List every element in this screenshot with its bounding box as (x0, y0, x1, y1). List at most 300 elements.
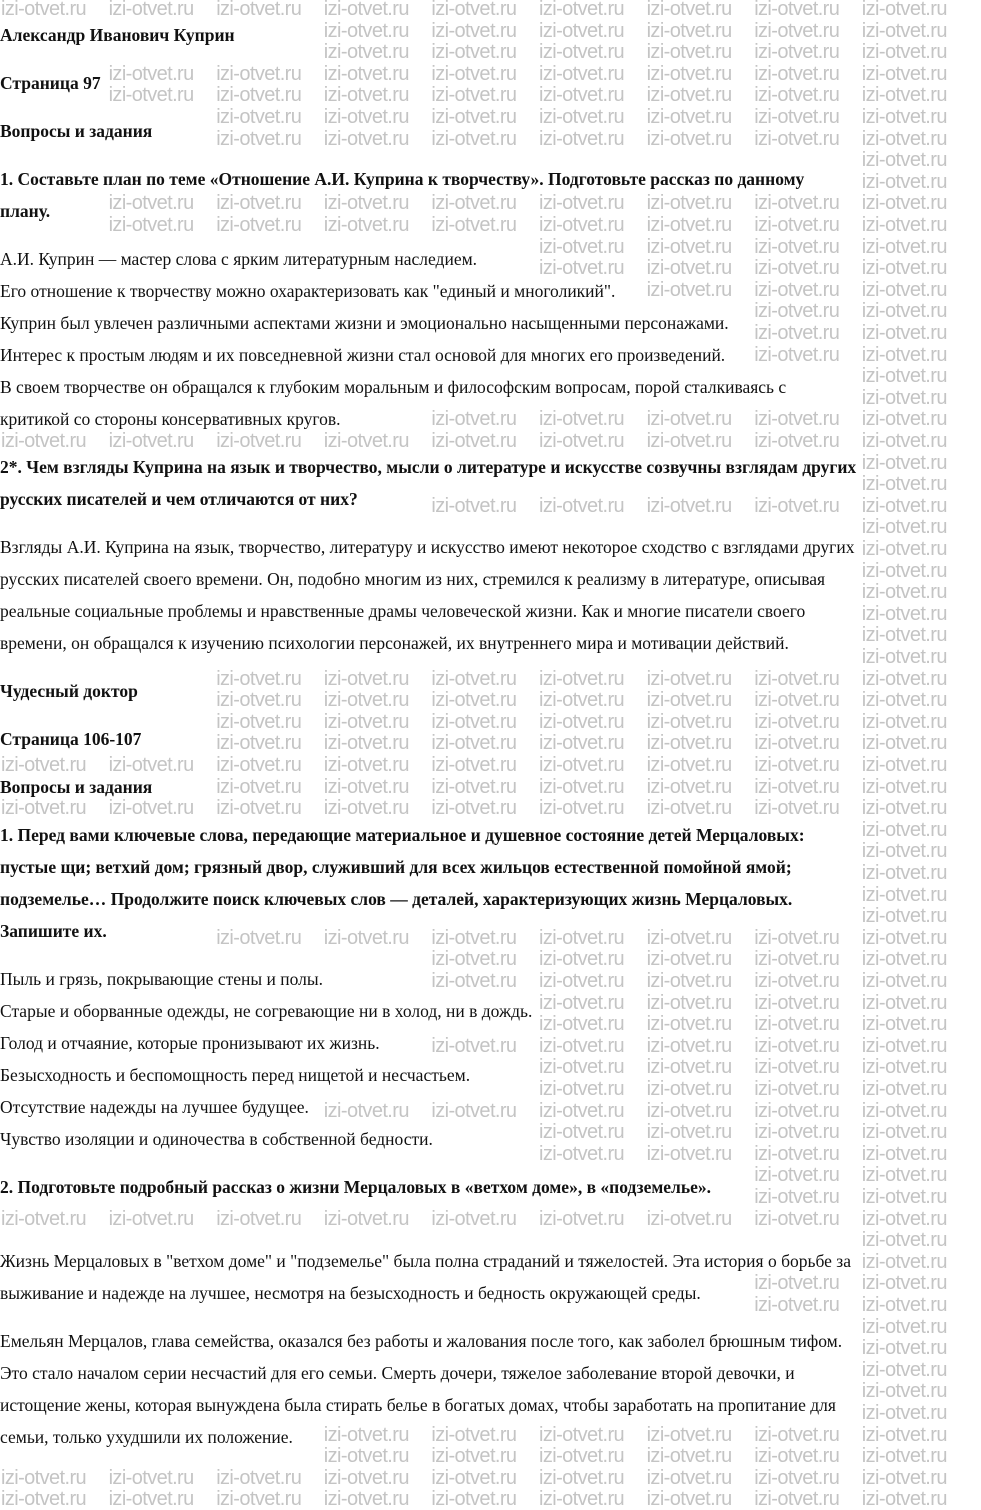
watermark-text: izi-otvet.ru (754, 948, 840, 971)
watermark-text: izi-otvet.ru (754, 1466, 840, 1489)
watermark-text: izi-otvet.ru (646, 84, 732, 107)
watermark-text: izi-otvet.ru (646, 127, 732, 150)
watermark-text: izi-otvet.ru (754, 106, 840, 128)
text-line: 2*. Чем взгляды Куприна на язык и творчество, мысли о литературе и искусстве созвучны взглядам других (0, 457, 857, 477)
watermark-text: izi-otvet.ru (539, 127, 625, 150)
heading (0, 163, 981, 227)
text-row (0, 1421, 981, 1453)
watermark-text: izi-otvet.ru (431, 494, 517, 517)
text-row (0, 451, 981, 483)
watermark-text: izi-otvet.ru (646, 1142, 732, 1165)
watermark-text: izi-otvet.ru (861, 1250, 947, 1273)
heading (0, 675, 981, 707)
watermark-text: izi-otvet.ru (646, 235, 732, 258)
watermark-text: izi-otvet.ru (754, 300, 840, 323)
watermark-text: izi-otvet.ru (754, 430, 840, 452)
text-line: Его отношение к творчеству можно охарактеризовать как "единый и многоликий". (0, 281, 616, 301)
watermark-text: izi-otvet.ru (323, 1423, 409, 1446)
watermark-text: izi-otvet.ru (861, 1013, 947, 1036)
watermark-text: izi-otvet.ru (108, 62, 194, 85)
watermark-text: izi-otvet.ru (754, 1488, 840, 1510)
text-line: Отсутствие надежды на лучшее будущее. (0, 1097, 309, 1117)
watermark-text: izi-otvet.ru (323, 41, 409, 64)
watermark-text: izi-otvet.ru (646, 1466, 732, 1489)
watermark-text: izi-otvet.ru (108, 797, 194, 820)
watermark-text: izi-otvet.ru (539, 1488, 625, 1510)
watermark-text: izi-otvet.ru (861, 1402, 947, 1424)
watermark-text: izi-otvet.ru (861, 559, 947, 582)
watermark-text: izi-otvet.ru (754, 62, 840, 85)
watermark-text: izi-otvet.ru (754, 1272, 840, 1295)
text-line: реальные социальные проблемы и нравственные драмы человеческой жизни. Как и многие писатели своего (0, 601, 806, 621)
watermark-text: izi-otvet.ru (216, 1488, 302, 1510)
watermark-text: izi-otvet.ru (754, 278, 840, 301)
watermark-text: izi-otvet.ru (861, 214, 947, 236)
text-row (0, 915, 981, 947)
watermark-text: izi-otvet.ru (861, 818, 947, 841)
watermark-text: izi-otvet.ru (431, 127, 517, 150)
watermark-text: izi-otvet.ru (861, 1056, 947, 1079)
text-line: Вопросы и задания (0, 777, 153, 797)
watermark-text: izi-otvet.ru (646, 1056, 732, 1079)
watermark-text: izi-otvet.ru (754, 343, 840, 366)
watermark-text: izi-otvet.ru (1, 0, 87, 20)
watermark-text: izi-otvet.ru (861, 235, 947, 258)
text-line: Вопросы и задания (0, 121, 153, 141)
watermark-text: izi-otvet.ru (539, 667, 625, 690)
watermark-text: izi-otvet.ru (323, 732, 409, 755)
watermark-text: izi-otvet.ru (861, 1207, 947, 1230)
watermark-text: izi-otvet.ru (861, 1488, 947, 1510)
watermark-text: izi-otvet.ru (323, 926, 409, 949)
watermark-text: izi-otvet.ru (861, 797, 947, 820)
watermark-text: izi-otvet.ru (539, 494, 625, 517)
watermark-text: izi-otvet.ru (646, 278, 732, 301)
watermark-text: izi-otvet.ru (108, 430, 194, 452)
watermark-text: izi-otvet.ru (754, 775, 840, 798)
text-row (0, 19, 981, 51)
watermark-text: izi-otvet.ru (754, 1186, 840, 1208)
watermark-text: izi-otvet.ru (754, 926, 840, 949)
text-line: Куприн был увлечен различными аспектами жизни и эмоционально насыщенными персонажами. (0, 313, 729, 333)
heading (0, 723, 981, 755)
watermark-text: izi-otvet.ru (539, 1423, 625, 1446)
watermark-text: izi-otvet.ru (754, 689, 840, 712)
watermark-text: izi-otvet.ru (216, 926, 302, 949)
watermark-text: izi-otvet.ru (754, 797, 840, 820)
watermark-text: izi-otvet.ru (539, 926, 625, 949)
text-line: истощение жены, которая вынуждена была стирать белье в богатых домах, чтобы заработать на пропитание для (0, 1395, 836, 1415)
text-line: Александр Иванович Куприн (0, 25, 235, 45)
watermark-text: izi-otvet.ru (754, 0, 840, 20)
watermark-text: izi-otvet.ru (323, 1445, 409, 1468)
watermark-text: izi-otvet.ru (861, 430, 947, 452)
watermark-text: izi-otvet.ru (646, 408, 732, 431)
watermark-text: izi-otvet.ru (861, 386, 947, 409)
watermark-text: izi-otvet.ru (108, 192, 194, 215)
watermark-text: izi-otvet.ru (108, 1466, 194, 1489)
paragraph (0, 1325, 981, 1453)
watermark-text: izi-otvet.ru (861, 149, 947, 172)
text-line: семьи, только ухудшили их положение. (0, 1427, 293, 1447)
text-row (0, 1389, 981, 1424)
watermark-text: izi-otvet.ru (108, 214, 194, 236)
watermark-text: izi-otvet.ru (539, 1056, 625, 1079)
text-line: Интерес к простым людям и их повседневной жизни стал основой для многих его произведений. (0, 345, 726, 365)
text-row (0, 771, 981, 803)
heading (0, 451, 981, 515)
watermark-text: izi-otvet.ru (1, 1207, 87, 1230)
watermark-text: izi-otvet.ru (323, 775, 409, 798)
text-row (0, 675, 981, 707)
watermark-text: izi-otvet.ru (539, 408, 625, 431)
text-row (0, 243, 981, 275)
watermark-text: izi-otvet.ru (323, 192, 409, 215)
text-row (0, 307, 981, 339)
watermark-text: izi-otvet.ru (754, 754, 840, 776)
watermark-text: izi-otvet.ru (861, 1272, 947, 1295)
watermark-text: izi-otvet.ru (646, 214, 732, 236)
watermark-text: izi-otvet.ru (861, 1078, 947, 1100)
watermark-text: izi-otvet.ru (323, 797, 409, 820)
watermark-text: izi-otvet.ru (431, 797, 517, 820)
text-row (0, 991, 981, 1027)
text-row (0, 1357, 981, 1389)
watermark-text: izi-otvet.ru (323, 84, 409, 107)
watermark-text: izi-otvet.ru (539, 1142, 625, 1165)
watermark-text: izi-otvet.ru (216, 0, 302, 20)
text-line: плану. (0, 201, 51, 221)
watermark-text: izi-otvet.ru (539, 41, 625, 64)
watermark-text: izi-otvet.ru (1, 430, 87, 452)
watermark-text: izi-otvet.ru (323, 106, 409, 128)
watermark-text: izi-otvet.ru (861, 106, 947, 128)
watermark-text: izi-otvet.ru (323, 0, 409, 20)
watermark-text: izi-otvet.ru (861, 84, 947, 107)
watermark-text: izi-otvet.ru (861, 322, 947, 344)
watermark-text: izi-otvet.ru (216, 127, 302, 150)
watermark-text: izi-otvet.ru (861, 602, 947, 625)
watermark-text: izi-otvet.ru (861, 62, 947, 85)
watermark-text: izi-otvet.ru (646, 1121, 732, 1144)
watermark-text: izi-otvet.ru (431, 192, 517, 215)
watermark-text: izi-otvet.ru (108, 1207, 194, 1230)
watermark-text: izi-otvet.ru (323, 19, 409, 42)
watermark-text: izi-otvet.ru (861, 667, 947, 690)
watermark-text: izi-otvet.ru (861, 1229, 947, 1252)
watermark-text: izi-otvet.ru (754, 1423, 840, 1446)
text-row (0, 1091, 981, 1123)
watermark-text: izi-otvet.ru (539, 732, 625, 755)
text-line: Чувство изоляции и одиночества в собственной бедности. (0, 1129, 433, 1149)
watermark-text: izi-otvet.ru (431, 1488, 517, 1510)
watermark-text: izi-otvet.ru (861, 1315, 947, 1338)
watermark-text: izi-otvet.ru (861, 883, 947, 906)
watermark-text: izi-otvet.ru (108, 84, 194, 107)
text-row (0, 1325, 981, 1360)
watermark-text: izi-otvet.ru (323, 710, 409, 733)
watermark-text: izi-otvet.ru (431, 926, 517, 949)
watermark-text: izi-otvet.ru (539, 106, 625, 128)
text-row (0, 483, 981, 515)
text-line: Запишите их. (0, 921, 107, 941)
watermark-text: izi-otvet.ru (861, 0, 947, 20)
watermark-text: izi-otvet.ru (861, 905, 947, 928)
heading (0, 115, 981, 150)
text-line: Взгляды А.И. Куприна на язык, творчество, литературу и искусство имеют некоторое сходство с взглядами других (0, 537, 855, 557)
text-line: Старые и оборванные одежды, не согревающие ни в холод, ни в дождь. (0, 1001, 533, 1021)
watermark-text: izi-otvet.ru (323, 1207, 409, 1230)
text-line: русских писателей и чем отличаются от них? (0, 489, 358, 509)
watermark-text: izi-otvet.ru (1, 1488, 87, 1510)
watermark-text: izi-otvet.ru (216, 775, 302, 798)
watermark-text: izi-otvet.ru (754, 1445, 840, 1468)
text-row (0, 1245, 981, 1277)
watermark-text: izi-otvet.ru (861, 1337, 947, 1360)
text-line: 1. Составьте план по теме «Отношение А.И. Куприна к творчеству». Подготовьте рассказ по данному (0, 169, 805, 189)
paragraph (0, 963, 981, 1155)
text-row (0, 275, 981, 307)
watermark-text: izi-otvet.ru (216, 797, 302, 820)
watermark-text: izi-otvet.ru (861, 1164, 947, 1187)
watermark-text: izi-otvet.ru (754, 1164, 840, 1187)
watermark-text: izi-otvet.ru (861, 1358, 947, 1381)
watermark-text: izi-otvet.ru (861, 948, 947, 971)
watermark-text: izi-otvet.ru (1, 797, 87, 820)
watermark-text: izi-otvet.ru (646, 667, 732, 690)
watermark-text: izi-otvet.ru (539, 235, 625, 258)
watermark-text: izi-otvet.ru (216, 192, 302, 215)
watermark-text: izi-otvet.ru (646, 948, 732, 971)
watermark-text: izi-otvet.ru (431, 1207, 517, 1230)
watermark-text: izi-otvet.ru (754, 1013, 840, 1036)
text-line: В своем творчестве он обращался к глубоким моральным и философским вопросам, порой сталкиваясь с (0, 377, 787, 397)
text-line: подземелье… Продолжите поиск ключевых слов — деталей, характеризующих жизнь Мерцаловых. (0, 889, 793, 909)
watermark-text: izi-otvet.ru (754, 970, 840, 992)
heading (0, 771, 981, 803)
watermark-text: izi-otvet.ru (754, 84, 840, 107)
watermark-text: izi-otvet.ru (431, 948, 517, 971)
heading (0, 819, 981, 947)
watermark-text: izi-otvet.ru (539, 710, 625, 733)
text-line: Безысходность и беспомощность перед нищетой и несчастьем. (0, 1065, 471, 1085)
text-row (0, 1123, 981, 1155)
watermark-text: izi-otvet.ru (108, 1488, 194, 1510)
watermark-text: izi-otvet.ru (646, 430, 732, 452)
watermark-text: izi-otvet.ru (754, 1207, 840, 1230)
watermark-text: izi-otvet.ru (754, 235, 840, 258)
watermark-text: izi-otvet.ru (539, 1445, 625, 1468)
watermark-text: izi-otvet.ru (646, 970, 732, 992)
watermark-text: izi-otvet.ru (861, 1121, 947, 1144)
watermark-text: izi-otvet.ru (861, 1186, 947, 1208)
watermark-text: izi-otvet.ru (646, 1207, 732, 1230)
watermark-text: izi-otvet.ru (754, 257, 840, 280)
text-line: выживание и надежде на лучшее, несмотря на безысходность и бедность окружающей среды. (0, 1283, 701, 1303)
watermark-text: izi-otvet.ru (861, 451, 947, 474)
watermark-text: izi-otvet.ru (539, 1466, 625, 1489)
watermark-text: izi-otvet.ru (646, 926, 732, 949)
watermark-text: izi-otvet.ru (861, 581, 947, 604)
text-row (0, 1277, 981, 1309)
watermark-text: izi-otvet.ru (431, 667, 517, 690)
watermark-text: izi-otvet.ru (323, 1488, 409, 1510)
watermark-text: izi-otvet.ru (216, 754, 302, 776)
text-row (0, 339, 981, 371)
text-row (0, 403, 981, 435)
watermark-text: izi-otvet.ru (646, 1099, 732, 1122)
watermark-text: izi-otvet.ru (323, 1466, 409, 1489)
watermark-text: izi-otvet.ru (861, 646, 947, 668)
heading (0, 67, 981, 99)
watermark-text: izi-otvet.ru (539, 214, 625, 236)
watermark-text: izi-otvet.ru (431, 106, 517, 128)
text-row (0, 371, 981, 403)
watermark-text: izi-otvet.ru (539, 1034, 625, 1057)
watermark-text: izi-otvet.ru (861, 538, 947, 560)
text-row (0, 67, 981, 99)
heading (0, 1171, 981, 1203)
text-line: Голод и отчаяние, которые пронизывают их жизнь. (0, 1033, 380, 1053)
watermark-text: izi-otvet.ru (861, 127, 947, 150)
watermark-text: izi-otvet.ru (539, 797, 625, 820)
watermark-text: izi-otvet.ru (861, 624, 947, 647)
watermark-text: izi-otvet.ru (861, 257, 947, 280)
watermark-text: izi-otvet.ru (754, 192, 840, 215)
watermark-text: izi-otvet.ru (861, 1099, 947, 1122)
text-line: А.И. Куприн — мастер слова с ярким литературным наследием. (0, 249, 478, 269)
watermark-text: izi-otvet.ru (539, 948, 625, 971)
text-row (0, 723, 981, 755)
watermark-text: izi-otvet.ru (646, 754, 732, 776)
watermark-text: izi-otvet.ru (646, 19, 732, 42)
watermark-text: izi-otvet.ru (861, 1034, 947, 1057)
watermark-text: izi-otvet.ru (431, 430, 517, 452)
watermark-text: izi-otvet.ru (646, 0, 732, 20)
watermark-text: izi-otvet.ru (431, 754, 517, 776)
watermark-text: izi-otvet.ru (431, 0, 517, 20)
watermark-text: izi-otvet.ru (754, 1121, 840, 1144)
watermark-text: izi-otvet.ru (861, 1294, 947, 1316)
text-line: критикой со стороны консервативных кругов. (0, 409, 341, 429)
watermark-text: izi-otvet.ru (539, 1099, 625, 1122)
watermark-text: izi-otvet.ru (431, 62, 517, 85)
watermark-text: izi-otvet.ru (861, 732, 947, 755)
watermark-text: izi-otvet.ru (539, 1078, 625, 1100)
watermark-text: izi-otvet.ru (646, 1013, 732, 1036)
watermark-text: izi-otvet.ru (216, 1466, 302, 1489)
watermark-text: izi-otvet.ru (539, 192, 625, 215)
watermark-text: izi-otvet.ru (539, 257, 625, 280)
watermark-text: izi-otvet.ru (861, 365, 947, 388)
watermark-text: izi-otvet.ru (323, 689, 409, 712)
watermark-text: izi-otvet.ru (108, 754, 194, 776)
watermark-text: izi-otvet.ru (861, 991, 947, 1014)
watermark-text: izi-otvet.ru (754, 991, 840, 1014)
watermark-text: izi-otvet.ru (539, 84, 625, 107)
watermark-text: izi-otvet.ru (216, 430, 302, 452)
watermark-text: izi-otvet.ru (431, 1099, 517, 1122)
text-line: 2. Подготовьте подробный рассказ о жизни Мерцаловых в «ветхом доме», в «подземелье». (0, 1177, 711, 1197)
watermark-text: izi-otvet.ru (431, 19, 517, 42)
watermark-text: izi-otvet.ru (754, 667, 840, 690)
paragraph (0, 1245, 981, 1309)
text-line: русских писателей своего времени. Он, подобно многим из них, стремился к реализму в литературе, описывая (0, 569, 826, 589)
watermark-text: izi-otvet.ru (754, 322, 840, 344)
watermark-text: izi-otvet.ru (323, 1099, 409, 1122)
watermark-text: izi-otvet.ru (861, 754, 947, 776)
watermark-text: izi-otvet.ru (861, 926, 947, 949)
text-line: Жизнь Мерцаловых в "ветхом доме" и "подземелье" была полна страданий и тяжелостей. Эта история о борьбе за (0, 1251, 851, 1271)
watermark-text: izi-otvet.ru (216, 1207, 302, 1230)
watermark-text: izi-otvet.ru (646, 1034, 732, 1057)
watermark-text: izi-otvet.ru (754, 1056, 840, 1079)
watermark-text: izi-otvet.ru (754, 1294, 840, 1316)
watermark-text: izi-otvet.ru (754, 494, 840, 517)
text-line: Емельян Мерцалов, глава семейства, оказался без работы и жалования после того, как заболел брюшным тифом. (0, 1331, 843, 1351)
watermark-text: izi-otvet.ru (646, 257, 732, 280)
watermark-text: izi-otvet.ru (754, 41, 840, 64)
text-line: Страница 97 (0, 73, 101, 93)
text-row (0, 192, 981, 227)
watermark-text: izi-otvet.ru (216, 214, 302, 236)
text-row (0, 1171, 981, 1203)
watermark-text: izi-otvet.ru (216, 62, 302, 85)
watermark-text: izi-otvet.ru (539, 775, 625, 798)
watermark-text: izi-otvet.ru (754, 19, 840, 42)
watermark-text: izi-otvet.ru (646, 732, 732, 755)
watermark-text: izi-otvet.ru (861, 1142, 947, 1165)
watermark-text: izi-otvet.ru (646, 494, 732, 517)
watermark-text: izi-otvet.ru (861, 192, 947, 215)
watermark-text: izi-otvet.ru (646, 710, 732, 733)
watermark-text: izi-otvet.ru (216, 732, 302, 755)
text-row (0, 819, 981, 851)
watermark-text: izi-otvet.ru (861, 473, 947, 496)
watermark-text: izi-otvet.ru (861, 41, 947, 64)
watermark-text: izi-otvet.ru (646, 689, 732, 712)
watermark-text: izi-otvet.ru (539, 970, 625, 992)
watermark-text: izi-otvet.ru (646, 1423, 732, 1446)
text-line: времени, он обращался к изучению психологии персонажей, их внутреннего мира и мотивации действий. (0, 633, 789, 653)
text-line: Это стало началом серии несчастий для его семьи. Смерть дочери, тяжелое заболевание второй девочки, и (0, 1363, 795, 1383)
watermark-text: izi-otvet.ru (861, 408, 947, 431)
text-row (0, 624, 981, 659)
watermark-text: izi-otvet.ru (539, 19, 625, 42)
watermark-text: izi-otvet.ru (539, 1013, 625, 1036)
paragraph (0, 531, 981, 659)
watermark-text: izi-otvet.ru (861, 1380, 947, 1403)
watermark-text: izi-otvet.ru (539, 689, 625, 712)
text-line: Пыль и грязь, покрывающие стены и полы. (0, 969, 323, 989)
watermark-text: izi-otvet.ru (539, 430, 625, 452)
watermark-text: izi-otvet.ru (754, 1142, 840, 1165)
watermark-text: izi-otvet.ru (216, 710, 302, 733)
text-row (0, 115, 981, 150)
watermark-text: izi-otvet.ru (861, 1466, 947, 1489)
watermark-text: izi-otvet.ru (431, 1445, 517, 1468)
watermark-text: izi-otvet.ru (431, 1423, 517, 1446)
watermark-text: izi-otvet.ru (646, 797, 732, 820)
text-row (0, 163, 981, 195)
watermark-text: izi-otvet.ru (323, 430, 409, 452)
watermark-text: izi-otvet.ru (431, 1034, 517, 1057)
text-line: Чудесный доктор (0, 681, 138, 701)
text-line: пустые щи; ветхий дом; грязный двор, служивший для всех жильцов естественной помойной ямой; (0, 857, 792, 877)
watermark-text: izi-otvet.ru (431, 970, 517, 992)
watermark-text: izi-otvet.ru (539, 0, 625, 20)
watermark-text: izi-otvet.ru (323, 62, 409, 85)
